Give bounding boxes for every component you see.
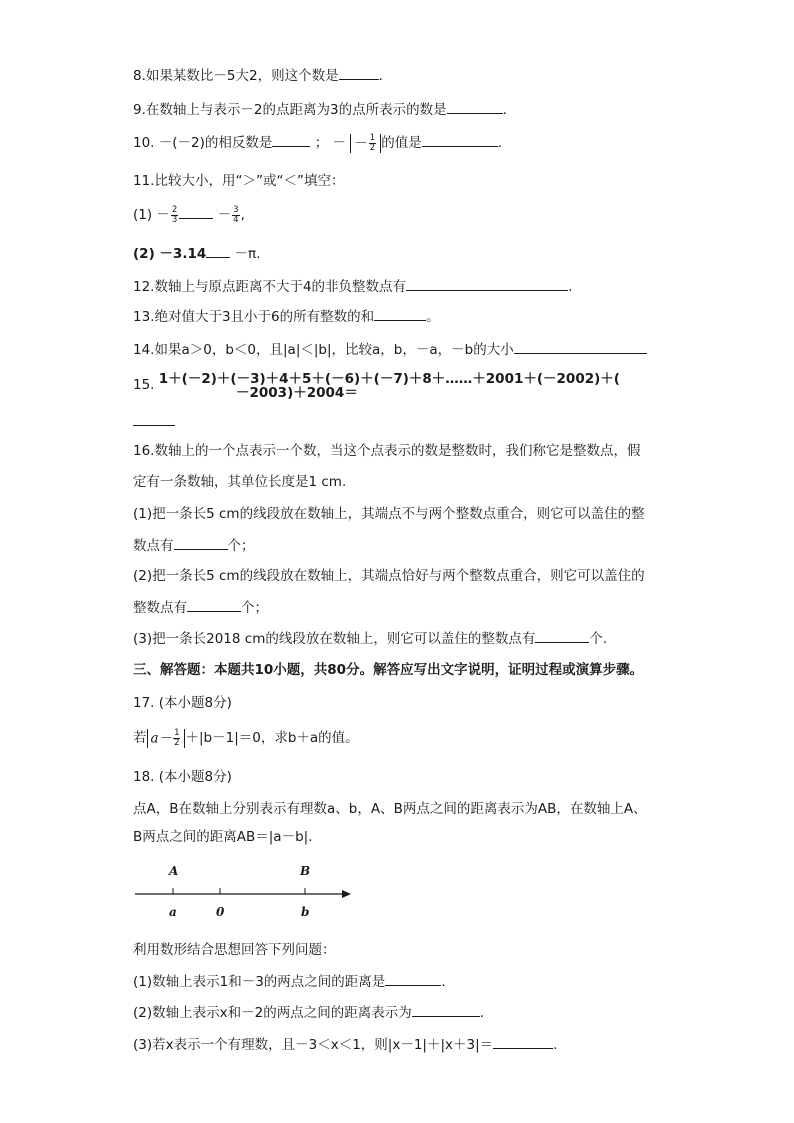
- q10-text-a: 10. －(－2)的相反数是: [133, 135, 273, 151]
- q17-text-b: ＋|b－1|＝0，求b＋a的值。: [185, 730, 359, 746]
- q18-text-line-1: 点A，B在数轴上分别表示有理数a、b，A、B两点之间的距离表示为AB，在数轴上A、: [133, 801, 647, 817]
- q15-number: 15.: [133, 377, 155, 393]
- question-18-part-3: [133, 1034, 557, 1055]
- question-11-part-1: [133, 204, 245, 225]
- number-line-arrow: [342, 890, 351, 898]
- number-line-diagram: [133, 858, 363, 928]
- q16-1-text-b: 数点有: [133, 538, 174, 554]
- q11-1-text-a: (1) －: [133, 207, 170, 223]
- q11-1-fraction-1: [171, 206, 178, 225]
- question-16-part-3: [133, 628, 607, 649]
- q10-inner-minus: －: [354, 135, 368, 151]
- q18-2-end: .: [479, 1005, 484, 1021]
- q11-2-text-b: －π.: [234, 246, 261, 262]
- q13-text: 13.绝对值大于3且小于6的所有整数的和: [133, 309, 375, 325]
- question-17: [133, 728, 359, 748]
- question-14: [133, 339, 647, 360]
- q16-1-text-c: 个；: [227, 538, 255, 554]
- q10-blank-2[interactable]: [422, 132, 498, 147]
- q11-1-frac2-num: 3: [233, 204, 239, 215]
- q16-2-text-c: 个；: [241, 600, 268, 616]
- q17-text-a: 若: [133, 730, 147, 746]
- question-13: [133, 306, 440, 327]
- q9-number: 9.: [133, 102, 146, 118]
- question-11: [133, 171, 344, 191]
- question-18-part-1: [133, 971, 446, 992]
- q18-1-blank[interactable]: [385, 971, 441, 986]
- q11-text: 11.比较大小，用“＞”或“＜”填空：: [133, 173, 345, 189]
- q12-answer-blank[interactable]: [406, 276, 568, 291]
- q16-3-text-c: 个.: [589, 631, 608, 647]
- question-16-line-1: [133, 441, 640, 461]
- q13-end: 。: [426, 309, 440, 325]
- question-10: [133, 132, 502, 153]
- q16-3-text-a: (3)把一条长2018 cm的线段放在数轴上，则它可以盖住的整数点有: [133, 631, 536, 647]
- point-label-B: B: [300, 864, 311, 878]
- q10-absolute-value: [350, 134, 381, 153]
- question-18-line-1: [133, 799, 647, 819]
- q16-2-blank[interactable]: [187, 597, 241, 612]
- question-18-instruction: [133, 940, 336, 960]
- q11-1-fraction-2: [232, 206, 239, 225]
- q15-expression-line-2: －2003)＋2004＝: [236, 385, 358, 401]
- question-18-part-2: [133, 1002, 484, 1023]
- q15-expression-line-1: 1＋(－2)＋(－3)＋4＋5＋(－6)＋(－7)＋8＋……＋2001＋(－2002)＋(: [158, 371, 620, 387]
- q10-minus: －: [332, 135, 346, 151]
- q11-2-text-a: (2) －3.14: [133, 246, 207, 262]
- q12-end: .: [568, 279, 573, 295]
- q14-text-a: 14.如果: [133, 342, 182, 358]
- q17-fraction-num: 1: [174, 727, 180, 738]
- point-label-A: A: [169, 864, 179, 878]
- q17-fraction-den: 2: [174, 737, 180, 748]
- q10-fraction: [369, 134, 376, 153]
- q18-text-line-2: B两点之间的距离AB＝|a－b|.: [133, 829, 313, 845]
- q15-answer-blank[interactable]: [133, 411, 175, 426]
- q10-fraction-num: 1: [369, 132, 376, 143]
- q16-text-line-1: 16.数轴上的一个点表示一个数，当这个点表示的数是整数时，我们称它是整数点，假: [133, 443, 641, 459]
- q14-text-b: a＞0，b＜0，且|a|＜|b|，比较a，b，－a，－b的大小: [181, 342, 514, 358]
- q16-1-blank[interactable]: [174, 535, 228, 550]
- question-11-part-2: [133, 243, 260, 264]
- section-3-text: 三、解答题：本题共10小题，共80分。解答应写出文字说明，证明过程或演算步骤。: [133, 662, 644, 678]
- question-16-part-1-cont: [133, 535, 255, 556]
- q16-2-text-b: 整数点有: [133, 600, 187, 616]
- q18-3-blank[interactable]: [493, 1034, 553, 1049]
- question-8: [133, 65, 383, 86]
- q11-1-blank[interactable]: [179, 204, 213, 219]
- question-15-line-2: [236, 383, 358, 403]
- q17-heading: 17. (本小题8分): [133, 695, 232, 711]
- q18-3-end: .: [553, 1037, 558, 1053]
- q18-1-end: .: [441, 974, 446, 990]
- q11-1-end: ,: [240, 207, 245, 223]
- q16-1-text-a: (1)把一条长5 cm的线段放在数轴上，其端点不与两个整数点重合，则它可以盖住的整: [133, 506, 645, 522]
- q11-2-blank[interactable]: [206, 243, 230, 258]
- q11-1-frac1-num: 2: [171, 204, 178, 215]
- q8-text-b: －5大2，则这个数是: [213, 68, 339, 84]
- q8-end: .: [378, 68, 383, 84]
- question-17-head: [133, 693, 232, 713]
- q18-3-text: (3)若x表示一个有理数，且－3＜x＜1，则|x－1|＋|x＋3|＝: [133, 1037, 494, 1053]
- q10-semicolon: ；: [314, 135, 329, 151]
- q13-answer-blank[interactable]: [374, 306, 426, 321]
- q16-3-blank[interactable]: [535, 628, 589, 643]
- q14-answer-blank[interactable]: [514, 339, 647, 354]
- q11-1-frac2-den: 4: [233, 214, 239, 225]
- value-label-zero: 0: [216, 905, 225, 919]
- q18-2-blank[interactable]: [412, 1002, 480, 1017]
- question-16-part-1: [133, 504, 645, 524]
- q9-text: 在数轴上与表示－2的点距离为3的点所表示的数是: [145, 102, 447, 118]
- q8-text-a: 如果某数比: [145, 68, 214, 84]
- q17-absolute-value: [147, 729, 186, 748]
- q18-2-text: (2)数轴上表示x和－2的两点之间的距离表示为: [133, 1005, 412, 1021]
- question-18-line-2: [133, 827, 313, 847]
- q18-use-text: 利用数形结合思想回答下列问题：: [133, 942, 336, 958]
- q10-text-e: 的值是: [381, 135, 422, 151]
- q10-fraction-den: 2: [369, 142, 376, 153]
- value-label-a: a: [169, 905, 177, 919]
- q10-blank-1[interactable]: [272, 132, 310, 147]
- question-16-line-2: [133, 472, 346, 492]
- question-12: [133, 276, 572, 297]
- q11-1-frac1-den: 3: [171, 214, 178, 225]
- question-16-part-2: [133, 566, 645, 586]
- q12-text: 12.数轴上与原点距离不大于4的非负整数点有: [133, 279, 407, 295]
- section-3-heading: [133, 660, 643, 680]
- q11-1-minus: －: [217, 207, 232, 223]
- q16-2-text-a: (2)把一条长5 cm的线段放在数轴上，其端点恰好与两个整数点重合，则它可以盖住的: [133, 568, 645, 584]
- q16-text-line-2: 定有一条数轴，其单位长度是1 cm.: [133, 474, 347, 490]
- q17-fraction: [173, 729, 180, 748]
- q18-1-text: (1)数轴上表示1和－3的两点之间的距离是: [133, 974, 386, 990]
- q9-end: .: [502, 102, 507, 118]
- question-16-part-2-cont: [133, 597, 268, 618]
- q10-end: .: [497, 135, 502, 151]
- q8-answer-blank[interactable]: [339, 65, 379, 80]
- q9-answer-blank[interactable]: [447, 99, 503, 114]
- question-9: [133, 99, 507, 120]
- q17-abs-inner: a－: [150, 730, 173, 746]
- value-label-b: b: [301, 905, 310, 919]
- q8-number: 8.: [133, 68, 146, 84]
- question-18-head: [133, 767, 232, 787]
- q18-heading: 18. (本小题8分): [133, 769, 232, 785]
